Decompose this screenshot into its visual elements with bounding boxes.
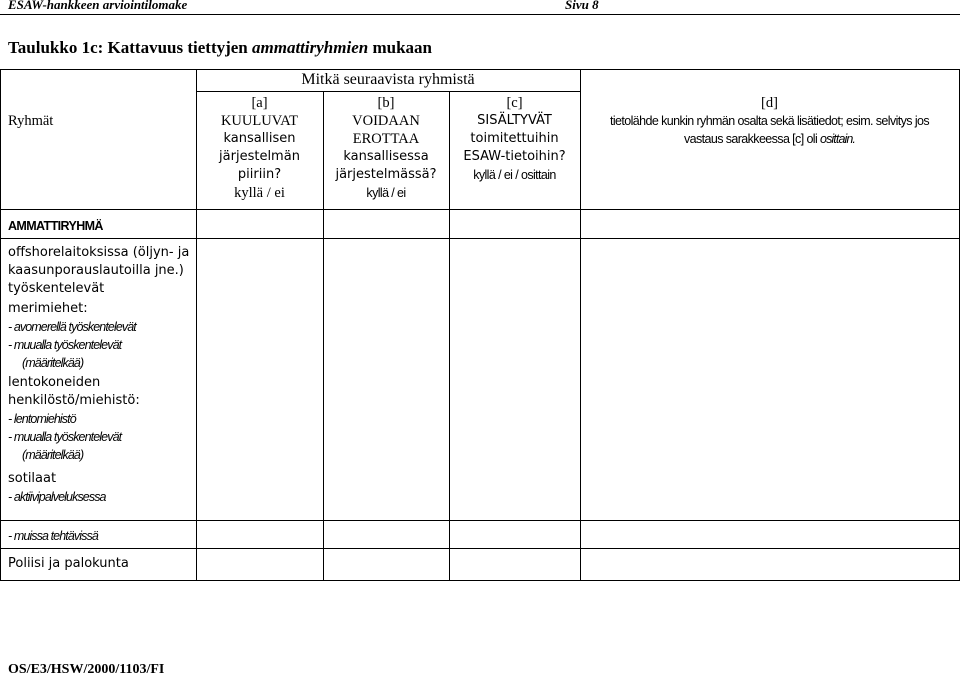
page-header [0, 0, 960, 14]
col-b-line-1: VOIDAAN [352, 113, 420, 129]
row-aircrew [8, 374, 140, 464]
col-c-answer: kyllä / ei / osittain [473, 168, 556, 182]
col-d-line-1: tietolähde kunkin ryhmän osalta sekä lisätiedot; esim. selvitys jos [610, 114, 929, 128]
col-b-answer: kyllä / ei [366, 186, 406, 200]
other-duties-rule [0, 548, 960, 549]
col-c-tag: [c] [506, 95, 523, 111]
row-seamen-line-1: merimiehet: [8, 301, 88, 316]
super-header: Mitkä seuraavista ryhmistä [301, 71, 475, 88]
row-offshore-line-3: työskentelevät [8, 281, 105, 296]
row-seamen-line-4: (määritelkää) [22, 356, 84, 370]
section-label: AMMATTIRYHMÄ [8, 219, 103, 233]
section-rule [0, 238, 960, 239]
col-b-line-4: järjestelmässä? [335, 167, 437, 182]
col-a-line-3: järjestelmän [219, 149, 300, 164]
title-suffix: mukaan [368, 38, 432, 57]
row-police: Poliisi ja palokunta [8, 556, 129, 571]
row-aircrew-line-4: - muualla työskentelevät [8, 430, 122, 444]
header-rule [0, 14, 960, 15]
page-number: Sivu 8 [565, 0, 599, 12]
title-prefix: Taulukko 1c: Kattavuus tiettyjen [8, 38, 253, 57]
col-d-line-2 [580, 130, 959, 148]
row-aircrew-line-1: lentokoneiden [8, 375, 101, 390]
document-code: OS/E3/HSW/2000/1103/FI [8, 662, 165, 677]
row-aircrew-line-3: - lentomiehistö [8, 412, 76, 426]
row-soldiers-line-2: - aktiivipalveluksessa [8, 490, 106, 504]
groups-header: Ryhmät [8, 113, 54, 129]
col-d-line-2-text: vastaus sarakkeessa [c] oli [683, 132, 821, 146]
col-b-line-3: kansallisessa [343, 149, 429, 164]
col-a-header [196, 94, 323, 202]
row-seamen-line-3: - muualla työskentelevät [8, 338, 122, 352]
col-a-answer: kyllä / ei [234, 185, 285, 201]
col-c-line-2: toimitettuihin [470, 131, 559, 146]
row-offshore [8, 244, 189, 298]
table-title [8, 38, 432, 58]
col-c-line-1: SISÄLTYVÄT [477, 113, 552, 128]
col-a-line-2: kansallisen [223, 131, 296, 146]
col-d-tag: [d] [761, 95, 778, 111]
col-d-header [580, 94, 959, 148]
col-b-header [323, 94, 449, 202]
row-other-duties: - muissa tehtävissä [8, 529, 98, 543]
title-italic: ammattiryhmien [252, 38, 369, 57]
document-name: ESAW-hankkeen arviointilomake [8, 0, 188, 12]
col-a-tag: [a] [251, 95, 268, 111]
left-border [0, 69, 1, 581]
col-c-line-3: ESAW-tietoihin? [463, 149, 566, 164]
col-b-line-2: EROTTAA [352, 131, 420, 147]
row-soldiers-line-1: sotilaat [8, 471, 57, 486]
row-offshore-line-1: offshorelaitoksissa (öljyn- ja [8, 245, 190, 260]
col-a-line-1: KUULUVAT [220, 113, 299, 129]
row-aircrew-line-2: henkilöstö/miehistö: [8, 393, 140, 408]
super-header-rule [196, 91, 580, 92]
row-seamen-line-2: - avomerellä työskentelevät [8, 320, 136, 334]
row-seamen [8, 300, 136, 372]
header-bottom-rule [0, 209, 960, 210]
col-a-line-4: piiriin? [237, 167, 282, 182]
table-top-border [0, 69, 960, 70]
soldiers-rule [0, 520, 960, 521]
row-offshore-line-2: kaasunporauslautoilla jne.) [8, 263, 184, 278]
col-b-tag: [b] [377, 95, 395, 111]
row-aircrew-line-5: (määritelkää) [22, 448, 84, 462]
col-d-line-2-italic: osittain. [820, 132, 856, 146]
col-c-header [449, 94, 580, 184]
row-soldiers [8, 470, 106, 506]
table-bottom-border [0, 580, 960, 581]
